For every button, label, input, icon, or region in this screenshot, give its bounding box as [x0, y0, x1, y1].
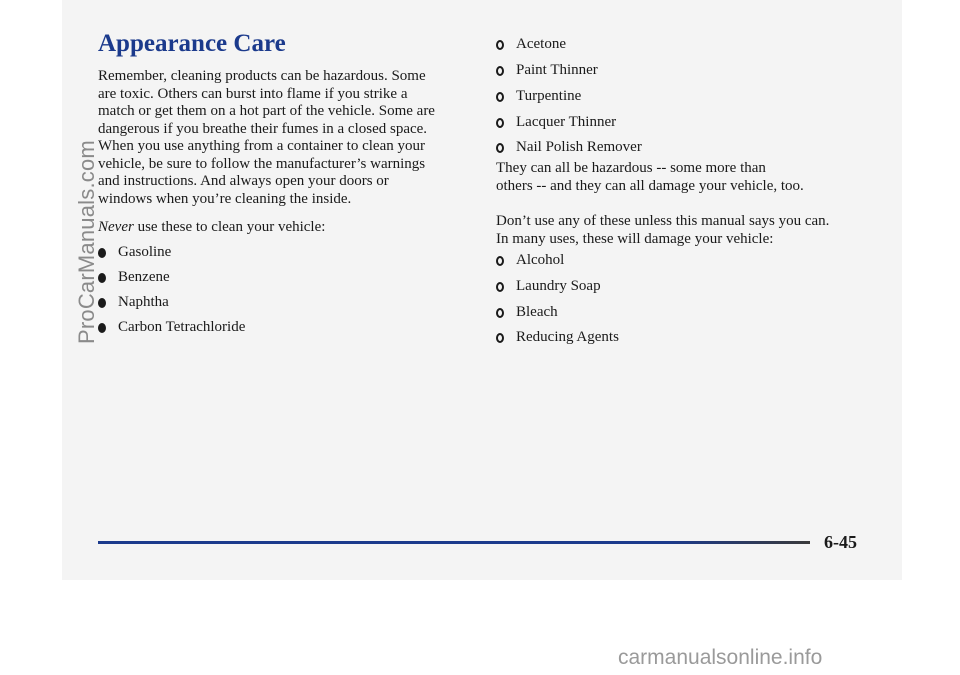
list-item-label: Turpentine: [516, 88, 582, 104]
list-item-label: Laundry Soap: [516, 278, 601, 294]
bullet-icon: [496, 256, 504, 266]
list-item-label: Benzene: [118, 269, 170, 285]
intro-line: dangerous if you breathe their fumes in a closed space.: [98, 120, 428, 137]
never-use-sentence: [98, 219, 325, 237]
footer-rule: [98, 541, 810, 544]
list-item-label: Naphtha: [118, 294, 169, 310]
bullet-icon: [496, 308, 504, 318]
never-sentence-rest: use these to clean your vehicle:: [133, 219, 326, 235]
list-item-label: Lacquer Thinner: [516, 114, 617, 130]
hazard-line: others -- and they can all damage your vehicle, too.: [496, 177, 804, 194]
footer-watermark: carmanualsonline.info: [618, 646, 823, 669]
list-item-label: Carbon Tetrachloride: [118, 319, 246, 335]
bullet-icon: [496, 92, 504, 102]
page-number: 6-45: [824, 532, 857, 552]
intro-line: When you use anything from a container to clean your: [98, 138, 425, 154]
intro-line: windows when you’re cleaning the inside.: [98, 190, 352, 207]
list-item-label: Paint Thinner: [516, 62, 598, 78]
list-item-label: Nail Polish Remover: [516, 139, 642, 155]
never-emphasis: Never: [98, 219, 134, 235]
intro-line: vehicle, be sure to follow the manufacturer’s warnings: [98, 155, 426, 172]
bullet-icon: [496, 333, 504, 343]
bullet-icon: [496, 143, 504, 153]
hazard-paragraph: [496, 160, 804, 195]
intro-line: Remember, cleaning products can be hazardous. Some: [98, 68, 426, 84]
intro-paragraph: [98, 68, 435, 208]
list-item-label: Acetone: [516, 36, 566, 52]
bullet-icon: [496, 66, 504, 76]
bullet-icon: [496, 40, 504, 50]
list-item-label: Bleach: [516, 304, 558, 320]
list-item-label: Alcohol: [516, 252, 565, 268]
bullet-icon: [496, 282, 504, 292]
warning-line: In many uses, these will damage your vehicle:: [496, 230, 774, 247]
intro-line: match or get them on a hot part of the vehicle. Some are: [98, 103, 435, 119]
bullet-icon: [496, 118, 504, 128]
warning-paragraph: [496, 213, 829, 248]
hazard-line: They can all be hazardous -- some more than: [496, 160, 766, 176]
intro-line: and instructions. And always open your doors or: [98, 173, 389, 189]
side-watermark: ProCarManuals.com: [74, 140, 99, 344]
warning-line: Don’t use any of these unless this manual says you can.: [496, 213, 830, 229]
list-item-label: Gasoline: [118, 244, 172, 260]
page-title: Appearance Care: [98, 30, 286, 57]
list-item-label: Reducing Agents: [516, 329, 619, 345]
intro-line: are toxic. Others can burst into flame if you strike a: [98, 85, 408, 102]
